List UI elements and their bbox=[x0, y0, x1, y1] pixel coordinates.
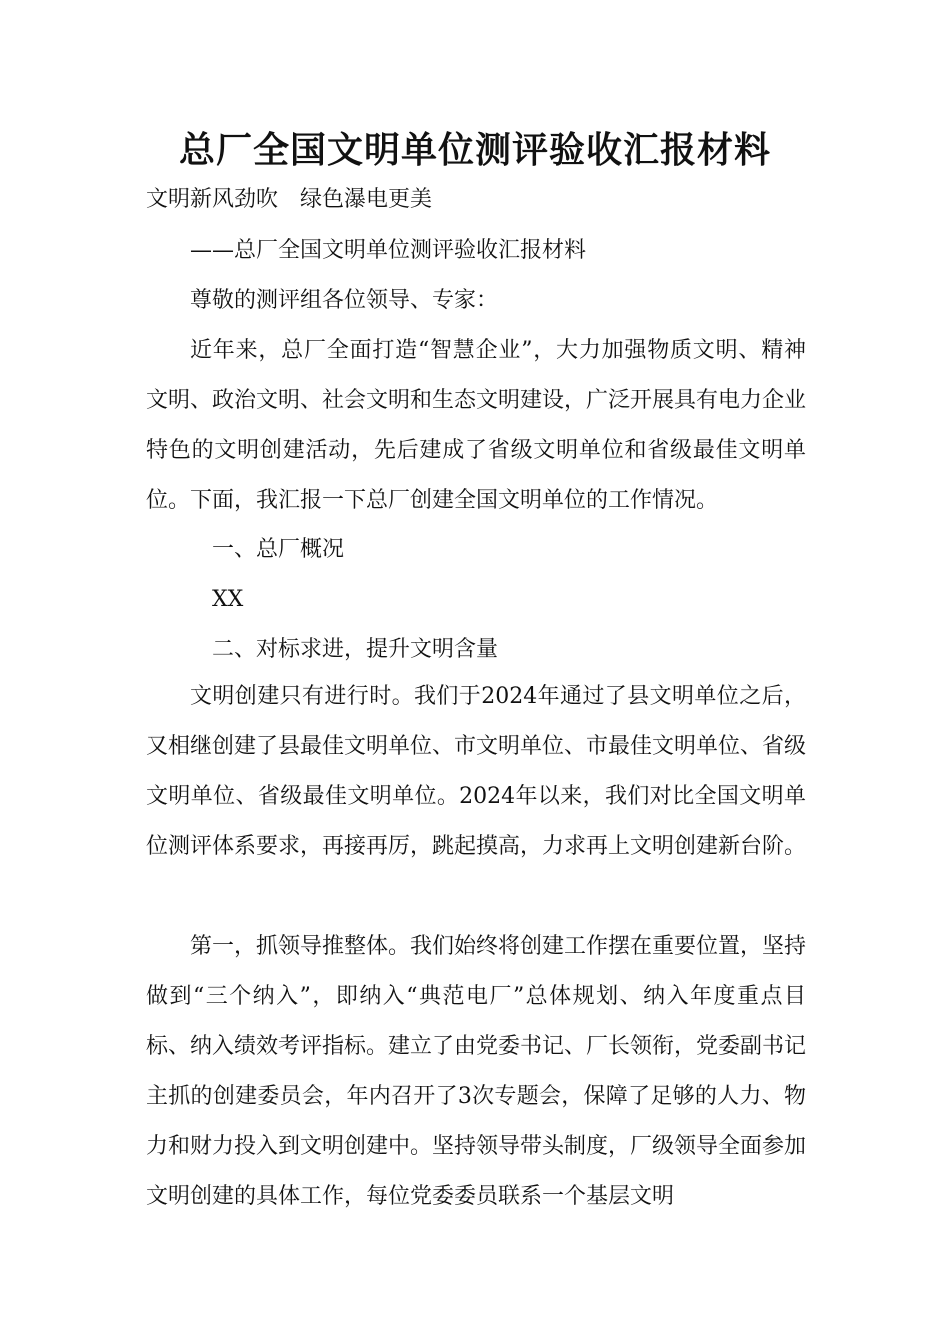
section-body-1: XX bbox=[212, 587, 244, 612]
salutation: 尊敬的测评组各位领导、专家： bbox=[190, 288, 499, 313]
document-title: 总厂全国文明单位测评验收汇报材料 bbox=[178, 130, 771, 171]
paragraph-intro: 近年来，总厂全面打造“智慧企业”，大力加强物质文明、精神文明、政治文明、社会文明和生态文明建设，广泛开展具有电力企业特色的文明创建活动，先后建成了省级文明单位和省级最佳文明单位。下面，我汇报一下总厂创建全国文明单位的工作情况。 bbox=[146, 338, 807, 513]
document-subtitle: 文明新风劲吹 绿色瀑电更美 bbox=[146, 187, 433, 212]
section-heading-1: 一、总厂概况 bbox=[212, 537, 345, 562]
paragraph-section-2: 文明创建只有进行时。我们于2024年通过了县文明单位之后，又相继创建了县最佳文明单位、市文明单位、市最佳文明单位、省级文明单位、省级最佳文明单位。2024年以来，我们对比全国文明单位测评体系要求，再接再厉，跳起摸高，力求再上文明创建新台阶。 bbox=[146, 684, 807, 859]
section-heading-2: 二、对标求进，提升文明含量 bbox=[212, 637, 499, 662]
document-dash-title: ——总厂全国文明单位测评验收汇报材料 bbox=[190, 238, 587, 263]
paragraph-point-1: 第一，抓领导推整体。我们始终将创建工作摆在重要位置，坚持做到“三个纳入”，即纳入“典范电厂”总体规划、纳入年度重点目标、纳入绩效考评指标。建立了由党委书记、厂长领衔，党委副书记主抓的创建委员会，年内召开了3次专题会，保障了足够的人力、物力和财力投入到文明创建中。坚持领导带头制度，厂级领导全面参加文明创建的具体工作，每位党委委员联系一个基层文明 bbox=[146, 934, 807, 1209]
